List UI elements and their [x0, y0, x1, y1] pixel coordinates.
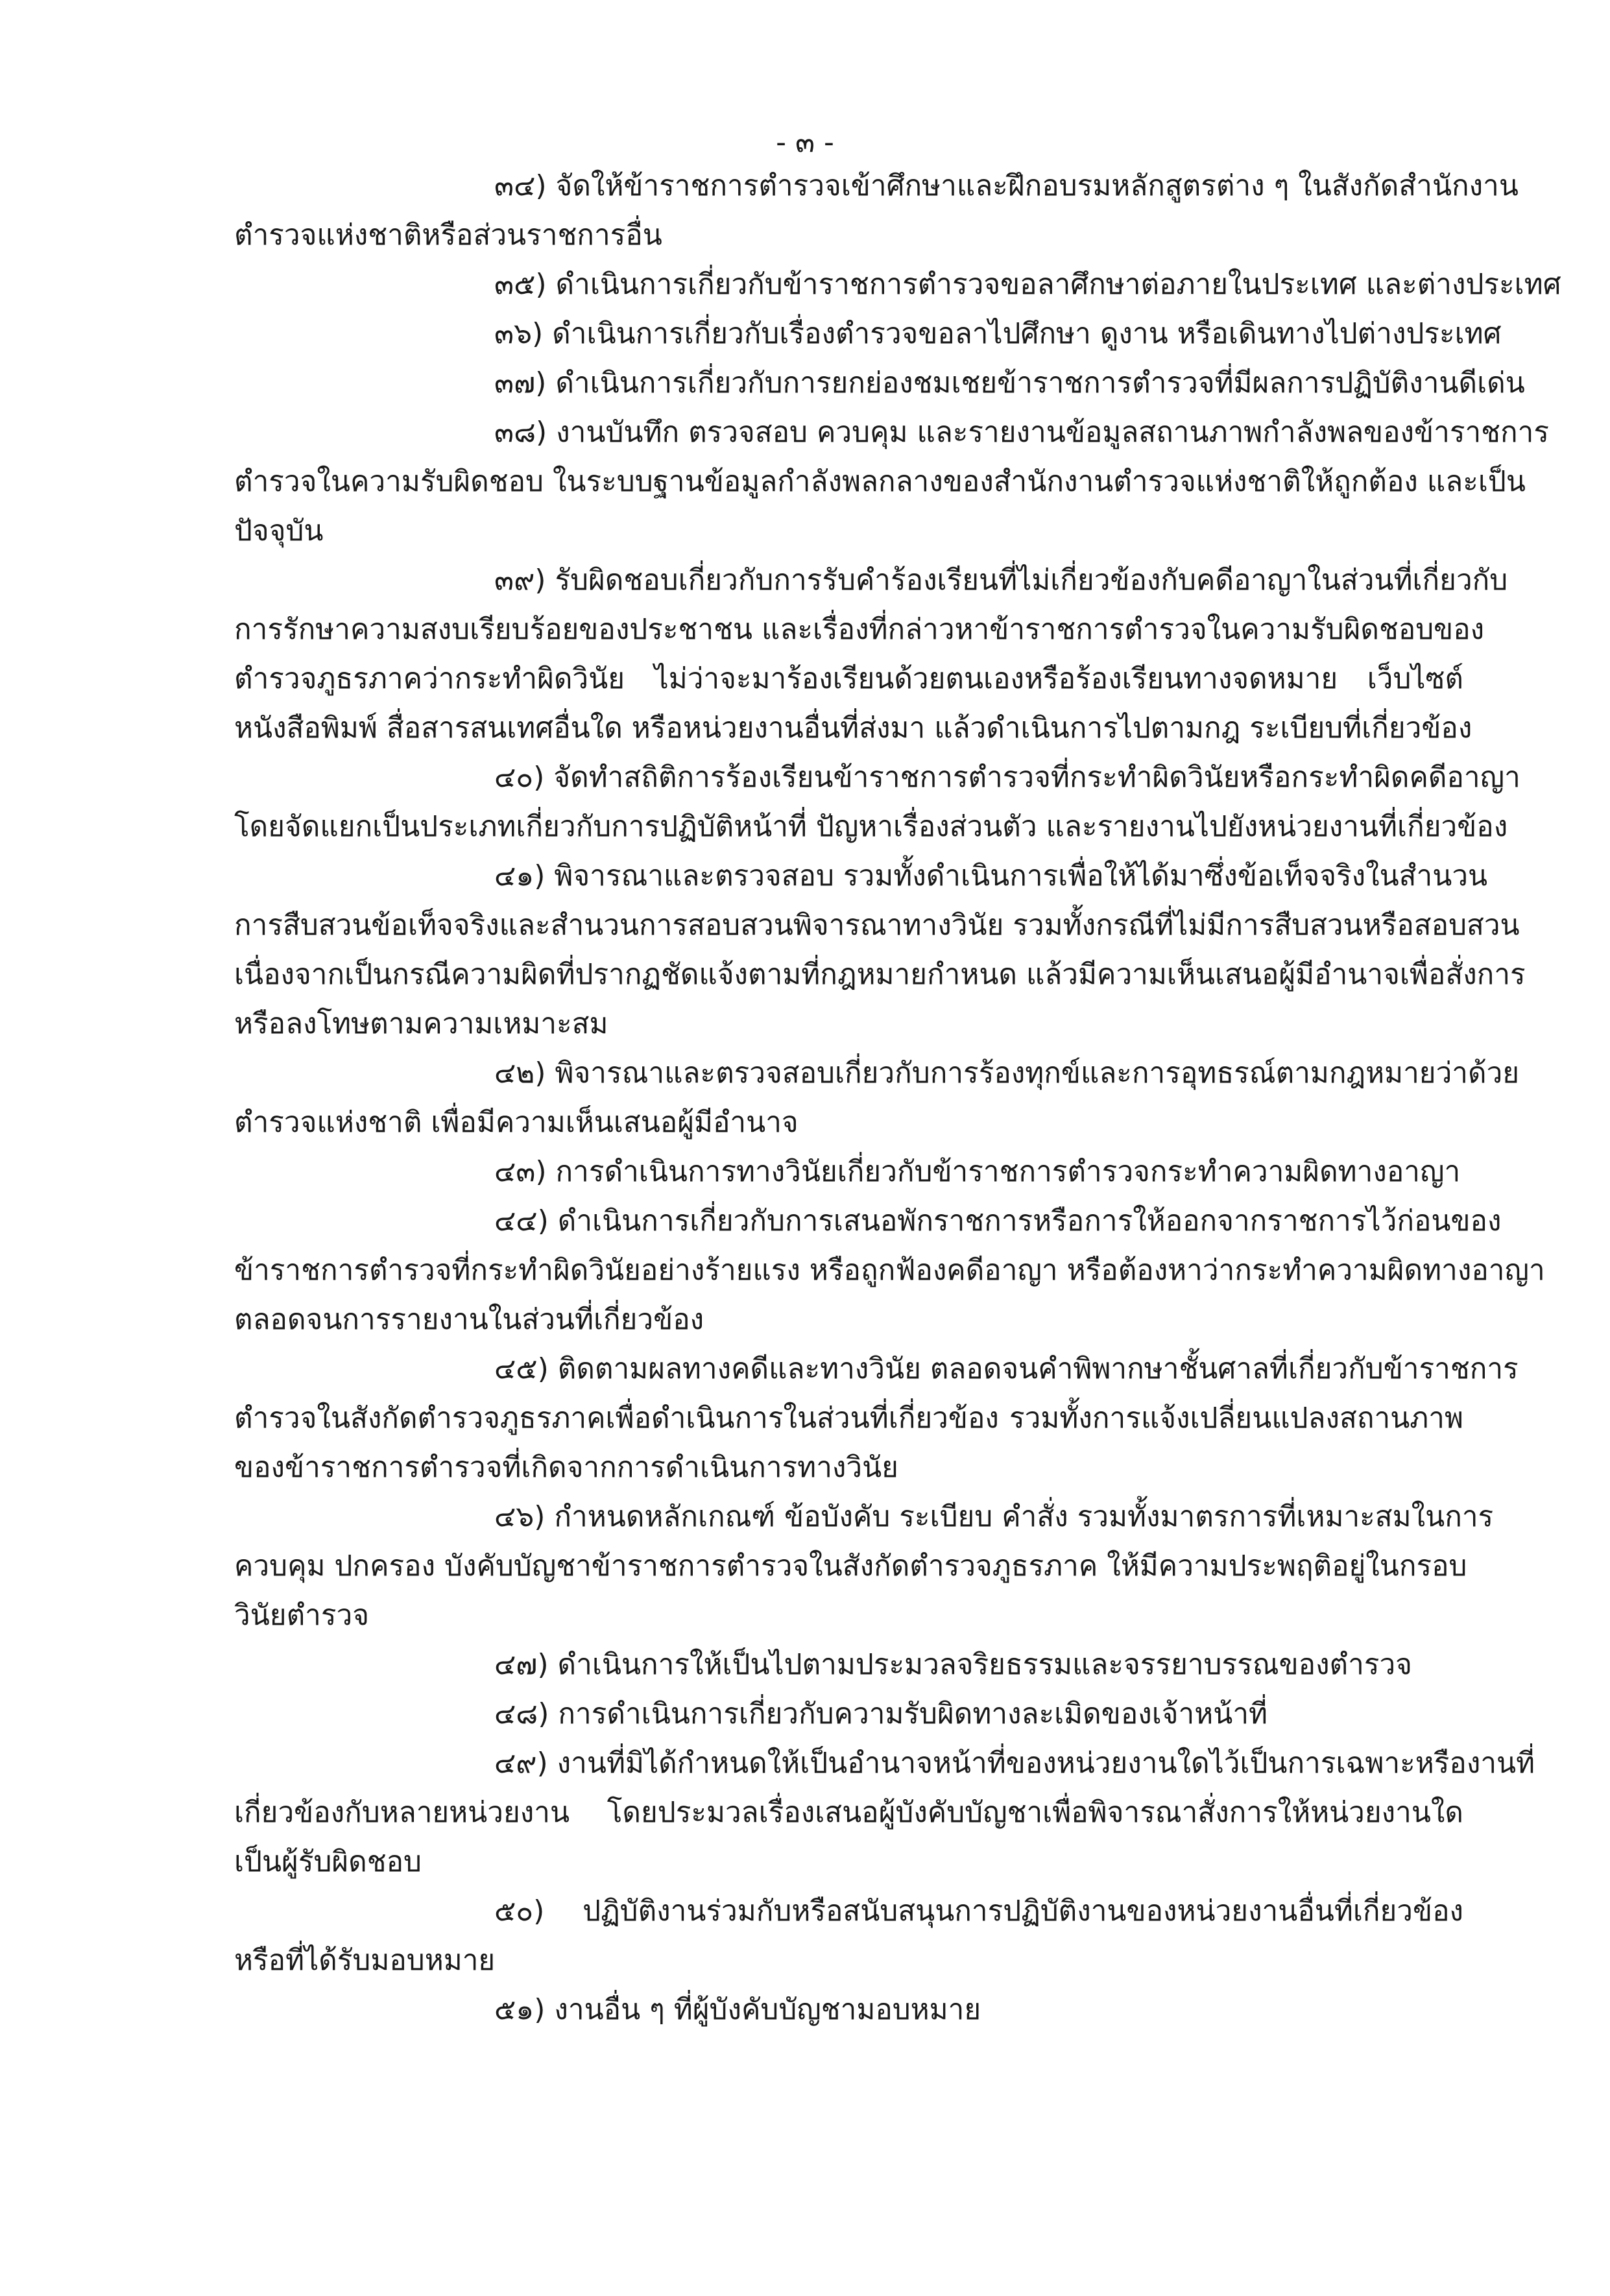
list-item-first-line: ๕๑) งานอื่น ๆ ที่ผู้บังคับบัญชามอบหมาย	[494, 1993, 981, 2026]
list-item-continuation-line: ของข้าราชการตำรวจที่เกิดจากการดำเนินการทางวินัย	[234, 1451, 898, 1484]
list-item-first-line: ๔๓) การดำเนินการทางวินัยเกี่ยวกับข้าราชการตำรวจกระทำความผิดทางอาญา	[494, 1155, 1461, 1188]
list-item-continuation-line: การสืบสวนข้อเท็จจริงและสำนวนการสอบสวนพิจารณาทางวินัย รวมทั้งกรณีที่ไม่มีการสืบสวนหรือสอบสวน	[234, 909, 1520, 942]
list-item-first-line: ๔๔) ดำเนินการเกี่ยวกับการเสนอพักราชการหรือการให้ออกจากราชการไว้ก่อนของ	[494, 1204, 1502, 1238]
list-item-first-line: ๓๕) ดำเนินการเกี่ยวกับข้าราชการตำรวจขอลาศึกษาต่อภายในประเทศ และต่างประเทศ	[494, 268, 1561, 301]
list-item-first-line: ๔๒) พิจารณาและตรวจสอบเกี่ยวกับการร้องทุกข์และการอุทธรณ์ตามกฎหมายว่าด้วย	[494, 1057, 1520, 1090]
list-item-continuation-line: หรือลงโทษตามความเหมาะสม	[234, 1007, 608, 1040]
list-item-first-line: ๔๕) ติดตามผลทางคดีและทางวินัย ตลอดจนคำพิพากษาชั้นศาลที่เกี่ยวกับข้าราชการ	[494, 1352, 1519, 1385]
list-item-first-line: ๓๙) รับผิดชอบเกี่ยวกับการรับคำร้องเรียนที่ไม่เกี่ยวข้องกับคดีอาญาในส่วนที่เกี่ยวกับ	[494, 564, 1508, 597]
list-item-continuation-line: ตำรวจภูธรภาคว่ากระทำผิดวินัย ไม่ว่าจะมาร้องเรียนด้วยตนเองหรือร้องเรียนทางจดหมาย เว็บไซต์	[234, 662, 1463, 695]
list-item-continuation-line: ตำรวจแห่งชาติหรือส่วนราชการอื่น	[234, 219, 662, 252]
list-item-first-line: ๔๘) การดำเนินการเกี่ยวกับความรับผิดทางละเมิดของเจ้าหน้าที่	[494, 1697, 1268, 1730]
list-item-continuation-line: เนื่องจากเป็นกรณีความผิดที่ปรากฏชัดแจ้งตามที่กฎหมายกำหนด แล้วมีความเห็นเสนอผู้มีอำนาจเพื่อสั่งการ	[234, 958, 1526, 991]
list-item-continuation-line: ตำรวจแห่งชาติ เพื่อมีความเห็นเสนอผู้มีอำนาจ	[234, 1106, 799, 1139]
list-item-continuation-line: เป็นผู้รับผิดชอบ	[234, 1845, 422, 1878]
list-item-continuation-line: เกี่ยวข้องกับหลายหน่วยงาน โดยประมวลเรื่องเสนอผู้บังคับบัญชาเพื่อพิจารณาสั่งการให้หน่วยงานใด	[234, 1796, 1463, 1829]
list-item-continuation-line: ควบคุม ปกครอง บังคับบัญชาข้าราชการตำรวจในสังกัดตำรวจภูธรภาค ให้มีความประพฤติอยู่ในกรอบ	[234, 1549, 1467, 1583]
list-item-continuation-line: ตำรวจในความรับผิดชอบ ในระบบฐานข้อมูลกำลังพลกลางของสำนักงานตำรวจแห่งชาติให้ถูกต้อง และเป็น	[234, 465, 1526, 498]
list-item-continuation-line: ตำรวจในสังกัดตำรวจภูธรภาคเพื่อดำเนินการในส่วนที่เกี่ยวข้อง รวมทั้งการแจ้งเปลี่ยนแปลงสถานภาพ	[234, 1402, 1463, 1435]
list-item-continuation-line: ปัจจุบัน	[234, 514, 324, 547]
list-item-continuation-line: วินัยตำรวจ	[234, 1599, 369, 1632]
list-item-first-line: ๔๐) จัดทำสถิติการร้องเรียนข้าราชการตำรวจที่กระทำผิดวินัยหรือกระทำผิดคดีอาญา	[494, 761, 1520, 794]
list-item-first-line: ๓๔) จัดให้ข้าราชการตำรวจเข้าศึกษาและฝึกอบรมหลักสูตรต่าง ๆ ในสังกัดสำนักงาน	[494, 169, 1519, 202]
list-item-continuation-line: โดยจัดแยกเป็นประเภทเกี่ยวกับการปฏิบัติหน้าที่ ปัญหาเรื่องส่วนตัว และรายงานไปยังหน่วยงานที่เกี่ยวข้อง	[234, 810, 1508, 843]
list-item-first-line: ๔๙) งานที่มิได้กำหนดให้เป็นอำนาจหน้าที่ของหน่วยงานใดไว้เป็นการเฉพาะหรืองานที่	[494, 1747, 1535, 1780]
page-number: - ๓ -	[776, 126, 834, 159]
list-item-continuation-line: หนังสือพิมพ์ สื่อสารสนเทศอื่นใด หรือหน่วยงานอื่นที่ส่งมา แล้วดำเนินการไปตามกฎ ระเบียบที่เกี่ยวข้อง	[234, 712, 1472, 745]
list-item-first-line: ๓๘) งานบันทึก ตรวจสอบ ควบคุม และรายงานข้อมูลสถานภาพกำลังพลของข้าราชการ	[494, 416, 1550, 449]
list-item-first-line: ๔๑) พิจารณาและตรวจสอบ รวมทั้งดำเนินการเพื่อให้ได้มาซึ่งข้อเท็จจริงในสำนวน	[494, 859, 1488, 892]
list-item-first-line: ๔๖) กำหนดหลักเกณฑ์ ข้อบังคับ ระเบียบ คำสั่ง รวมทั้งมาตรการที่เหมาะสมในการ	[494, 1500, 1494, 1533]
list-item-continuation-line: ข้าราชการตำรวจที่กระทำผิดวินัยอย่างร้ายแรง หรือถูกฟ้องคดีอาญา หรือต้องหาว่ากระทำความผิดทางอาญา	[234, 1254, 1545, 1287]
list-item-continuation-line: การรักษาความสงบเรียบร้อยของประชาชน และเรื่องที่กล่าวหาข้าราชการตำรวจในความรับผิดชอบของ	[234, 613, 1485, 646]
list-item-first-line: ๓๖) ดำเนินการเกี่ยวกับเรื่องตำรวจขอลาไปศึกษา ดูงาน หรือเดินทางไปต่างประเทศ	[494, 317, 1502, 350]
list-item-continuation-line: หรือที่ได้รับมอบหมาย	[234, 1944, 496, 1977]
list-item-first-line: ๕๐) ปฏิบัติงานร่วมกับหรือสนับสนุนการปฏิบัติงานของหน่วยงานอื่นที่เกี่ยวข้อง	[494, 1895, 1463, 1928]
list-item-continuation-line: ตลอดจนการรายงานในส่วนที่เกี่ยวข้อง	[234, 1303, 704, 1336]
list-item-first-line: ๔๗) ดำเนินการให้เป็นไปตามประมวลจริยธรรมและจรรยาบรรณของตำรวจ	[494, 1648, 1412, 1681]
list-item-first-line: ๓๗) ดำเนินการเกี่ยวกับการยกย่องชมเชยข้าราชการตำรวจที่มีผลการปฏิบัติงานดีเด่น	[494, 366, 1525, 400]
